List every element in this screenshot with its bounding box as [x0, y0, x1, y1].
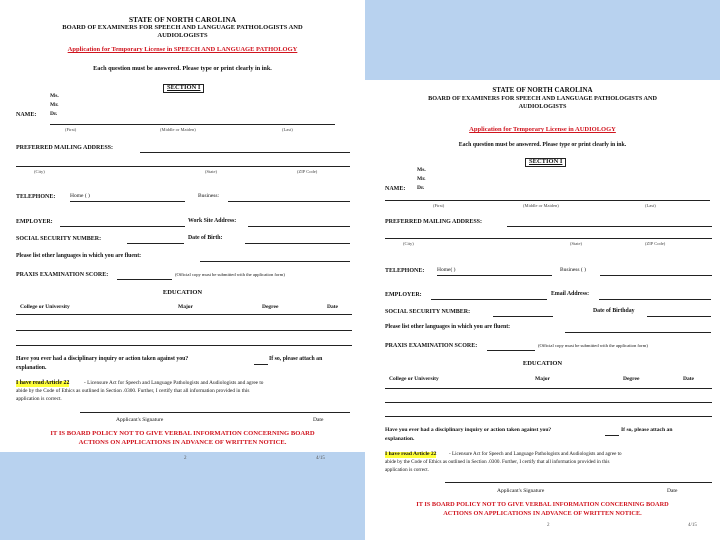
- article-22-text3: application is correct.: [16, 396, 62, 402]
- praxis-note: (Official copy must be submitted with the application form): [175, 272, 285, 277]
- article-22-label: I have read Article 22: [16, 380, 70, 386]
- telephone-label: TELEPHONE:: [385, 268, 425, 274]
- salutation-dr: Dr.: [417, 185, 425, 191]
- dob-field[interactable]: [647, 316, 711, 317]
- policy-notice-line1: IT IS BOARD POLICY NOT TO GIVE VERBAL INFORMATION CONCERNING BOARD: [50, 430, 315, 437]
- education-row[interactable]: [385, 388, 712, 389]
- signature-field[interactable]: [445, 482, 712, 483]
- edu-col-degree: Degree: [262, 304, 279, 310]
- board-heading-line1: BOARD OF EXAMINERS FOR SPEECH AND LANGUAGE PATHOLOGISTS AND: [62, 24, 303, 31]
- business-phone-label: Business:: [198, 193, 220, 199]
- article-22-text2: abide by the Code of Ethics as outlined in Section .0300. Further, I certify that all information provided in this: [385, 459, 610, 465]
- audiology-application-page: [365, 80, 720, 540]
- education-row[interactable]: [385, 416, 712, 417]
- mailing-address-label: PREFERRED MAILING ADDRESS:: [385, 219, 483, 225]
- address-sub-state: (State): [205, 169, 217, 174]
- home-phone-field[interactable]: [70, 201, 185, 202]
- disciplinary-if-so: If so, please attach an: [269, 356, 323, 362]
- blue-background-right: [365, 0, 720, 80]
- board-heading-line2: AUDIOLOGISTS: [157, 32, 208, 39]
- business-phone-field[interactable]: [600, 275, 712, 276]
- address-sub-zip: (ZIP Code): [297, 169, 318, 174]
- mailing-address-field[interactable]: [507, 226, 712, 227]
- mailing-address-field[interactable]: [140, 152, 350, 153]
- article-22-text1: - Licensure Act for Speech and Language Pathologists and Audiologists and agree to: [449, 451, 622, 457]
- name-field[interactable]: [385, 200, 710, 201]
- signature-label: Applicant's Signature: [116, 417, 164, 423]
- home-phone-label: Home ( ): [70, 193, 90, 199]
- name-sub-first: (First): [433, 203, 445, 208]
- article-22-text1: - Licensure Act for Speech and Language Pathologists and Audiologists and agree to: [84, 380, 264, 386]
- salutation-mr: Mr.: [417, 176, 426, 182]
- signature-date-label: Date: [667, 488, 678, 494]
- education-heading: EDUCATION: [162, 289, 203, 296]
- signature-field[interactable]: [80, 412, 350, 413]
- name-sub-middle: (Middle or Maiden): [160, 127, 196, 132]
- ssn-label: SOCIAL SECURITY NUMBER:: [385, 309, 471, 315]
- education-row[interactable]: [385, 402, 712, 403]
- address-sub-state: (State): [570, 241, 582, 246]
- edu-col-date: Date: [327, 304, 338, 310]
- education-row[interactable]: [16, 345, 352, 346]
- ssn-field[interactable]: [127, 243, 184, 244]
- salutation-ms: Ms.: [417, 167, 426, 173]
- edu-col-major: Major: [178, 304, 193, 310]
- address-sub-city: (City): [34, 169, 45, 174]
- slp-application-page: [0, 0, 365, 461]
- salutation-mr: Mr.: [50, 102, 59, 108]
- application-title: Application for Temporary License in AUDIOLOGY: [469, 126, 616, 133]
- disciplinary-explanation: explanation.: [16, 365, 47, 371]
- disciplinary-question: Have you ever had a disciplinary inquiry or action taken against you?: [16, 356, 189, 362]
- edu-col-college: College or University: [389, 376, 439, 382]
- edu-col-degree: Degree: [623, 376, 640, 382]
- work-site-label: Work Site Address:: [188, 218, 237, 224]
- name-sub-middle: (Middle or Maiden): [523, 203, 559, 208]
- mailing-address-label: PREFERRED MAILING ADDRESS:: [16, 145, 114, 151]
- employer-label: EMPLOYER:: [16, 219, 53, 225]
- telephone-label: TELEPHONE:: [16, 194, 56, 200]
- disciplinary-if-so: If so, please attach an: [621, 427, 673, 433]
- praxis-field[interactable]: [487, 350, 535, 351]
- revision-date: 4/15: [688, 523, 697, 528]
- ssn-field[interactable]: [493, 316, 553, 317]
- praxis-note: (Official copy must be submitted with the application form): [538, 343, 648, 348]
- ssn-label: SOCIAL SECURITY NUMBER:: [16, 236, 102, 242]
- name-label: NAME:: [16, 112, 37, 118]
- name-field[interactable]: [50, 124, 335, 125]
- email-label: Email Address:: [551, 291, 590, 297]
- section-heading: SECTION I: [525, 158, 566, 167]
- revision-date: 4/15: [316, 456, 325, 461]
- salutation-ms: Ms.: [50, 93, 59, 99]
- disciplinary-explanation: explanation.: [385, 436, 415, 442]
- languages-field[interactable]: [200, 261, 350, 262]
- praxis-label: PRAXIS EXAMINATION SCORE:: [385, 343, 478, 349]
- employer-label: EMPLOYER:: [385, 292, 422, 298]
- signature-date-label: Date: [313, 417, 324, 423]
- languages-field[interactable]: [565, 332, 711, 333]
- education-row[interactable]: [16, 314, 352, 315]
- praxis-label: PRAXIS EXAMINATION SCORE:: [16, 272, 109, 278]
- edu-col-major: Major: [535, 376, 550, 382]
- instruction-text: Each question must be answered. Please type or print clearly in ink.: [93, 65, 272, 72]
- education-row[interactable]: [16, 330, 352, 331]
- dob-label: Date of Birthday: [593, 308, 635, 314]
- work-site-field[interactable]: [248, 226, 350, 227]
- edu-col-date: Date: [683, 376, 694, 382]
- address-sub-city: (City): [403, 241, 414, 246]
- praxis-field[interactable]: [117, 279, 172, 280]
- page-number: 2: [547, 523, 550, 528]
- disciplinary-answer-field[interactable]: [605, 435, 619, 436]
- salutation-dr: Dr.: [50, 111, 58, 117]
- instruction-text: Each question must be answered. Please type or print clearly in ink.: [458, 142, 627, 148]
- address-sub-zip: (ZIP Code): [645, 241, 666, 246]
- application-title: Application for Temporary License in SPEECH AND LANGUAGE PATHOLOGY: [67, 46, 298, 53]
- policy-notice-line1: IT IS BOARD POLICY NOT TO GIVE VERBAL INFORMATION CONCERNING BOARD: [416, 501, 669, 508]
- disciplinary-answer-field[interactable]: [254, 364, 268, 365]
- article-22-text3: application is correct.: [385, 467, 429, 473]
- name-sub-last: (Last): [645, 203, 656, 208]
- name-label: NAME:: [385, 186, 406, 192]
- blue-background-left: [0, 452, 365, 540]
- board-heading-line2: AUDIOLOGISTS: [518, 103, 567, 110]
- employer-field[interactable]: [60, 226, 185, 227]
- board-heading-line1: BOARD OF EXAMINERS FOR SPEECH AND LANGUAGE PATHOLOGISTS AND: [428, 95, 657, 102]
- email-field[interactable]: [599, 299, 711, 300]
- page-number: 2: [184, 456, 187, 461]
- dob-label: Date of Birth:: [188, 235, 223, 241]
- state-heading: STATE OF NORTH CAROLINA: [492, 86, 593, 94]
- business-phone-label: Business ( ): [560, 267, 586, 273]
- city-state-zip-field[interactable]: [385, 238, 712, 239]
- education-heading: EDUCATION: [522, 360, 563, 367]
- edu-col-college: College or University: [20, 304, 70, 310]
- policy-notice-line2: ACTIONS ON APPLICATIONS IN ADVANCE OF WRITTEN NOTICE.: [78, 439, 287, 446]
- article-22-text2: abide by the Code of Ethics as outlined in Section .0300. Further, I certify that all information provided in this: [16, 388, 250, 394]
- dob-field[interactable]: [245, 243, 350, 244]
- article-22-label: I have read Article 22: [385, 451, 437, 457]
- name-sub-first: (First): [65, 127, 77, 132]
- languages-label: Please list other languages in which you are fluent:: [16, 253, 142, 259]
- state-heading: STATE OF NORTH CAROLINA: [128, 15, 237, 24]
- policy-notice-line2: ACTIONS ON APPLICATIONS IN ADVANCE OF WRITTEN NOTICE.: [443, 510, 642, 517]
- signature-label: Applicant's Signature: [497, 488, 545, 494]
- home-phone-label: Home( ): [437, 267, 456, 273]
- section-heading: SECTION I: [163, 84, 204, 93]
- home-phone-field[interactable]: [437, 275, 552, 276]
- employer-field[interactable]: [431, 299, 547, 300]
- languages-label: Please list other languages in which you are fluent:: [385, 324, 511, 330]
- name-sub-last: (Last): [282, 127, 293, 132]
- city-state-zip-field[interactable]: [16, 166, 350, 167]
- disciplinary-question: Have you ever had a disciplinary inquiry or action taken against you?: [385, 427, 552, 433]
- business-phone-field[interactable]: [228, 201, 350, 202]
